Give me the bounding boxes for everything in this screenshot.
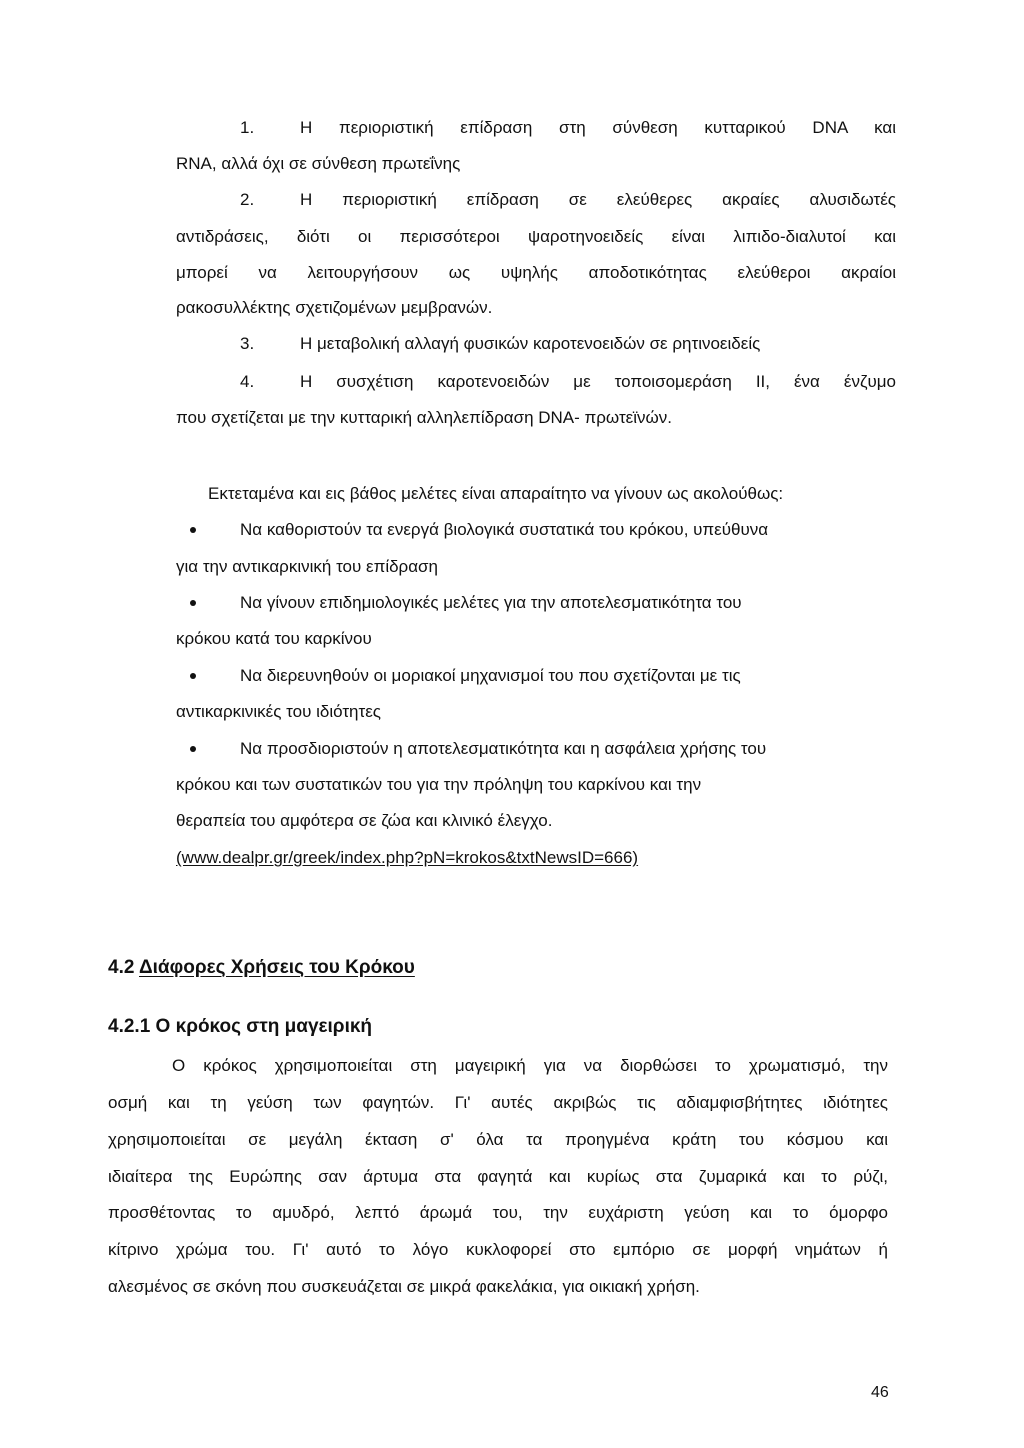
paragraph-line-3: χρησιμοποιείται σε μεγάλη έκταση σ' όλα τα προηγμένα κράτη του κόσμου και: [108, 1130, 888, 1149]
list-item-2-line-1: [240, 190, 896, 210]
bullet-item-2-line-2: κρόκου κατά του καρκίνου: [176, 629, 372, 648]
list-item-text: Η περιοριστική επίδραση στη σύνθεση κυτταρικού DNA και: [300, 118, 896, 137]
list-item-text: Η συσχέτιση καροτενοειδών με τοποισομεράση ΙΙ, ένα ένζυμο: [300, 372, 896, 391]
subsection-heading: 4.2.1 Ο κρόκος στη μαγειρική: [108, 1016, 373, 1037]
section-title: Διάφορες Χρήσεις του Κρόκου: [139, 957, 415, 978]
section-heading: [108, 956, 415, 980]
paragraph-line-6: κίτρινο χρώμα του. Γι' αυτό το λόγο κυκλοφορεί στο εμπόριο σε μορφή νημάτων ή: [108, 1240, 888, 1259]
list-item-4-line-1: [240, 372, 896, 392]
list-item-number: 2.: [240, 190, 255, 209]
paragraph-line-7: αλεσμένος σε σκόνη που συσκευάζεται σε μικρά φακελάκια, για οικιακή χρήση.: [108, 1277, 700, 1296]
bullet-item-4-line-1: Να προσδιοριστούν η αποτελεσματικότητα και η ασφάλεια χρήσης του: [240, 739, 767, 758]
bullet-item-2-line-1: Να γίνουν επιδημιολογικές μελέτες για την αποτελεσματικότητα του: [240, 593, 742, 612]
section-number: 4.2: [108, 957, 135, 978]
list-item-3-line-1: [240, 334, 760, 354]
list-item-4-line-2: που σχετίζεται με την κυτταρική αλληλεπίδραση DNA- πρωτεϊνών.: [176, 408, 673, 427]
list-item-number: 4.: [240, 372, 255, 391]
source-link[interactable]: (www.dealpr.gr/greek/index.php?pN=krokos&txtNewsID=666): [176, 848, 639, 867]
bullet-icon: [190, 746, 196, 752]
bullet-icon: [190, 527, 196, 533]
paragraph-line-2: οσμή και τη γεύση των φαγητών. Γι' αυτές ακριβώς τις αδιαμφισβήτητες ιδιότητες: [108, 1093, 888, 1112]
studies-intro: Εκτεταμένα και εις βάθος μελέτες είναι απαραίτητο να γίνουν ως ακολούθως:: [208, 484, 784, 503]
bullet-item-3-line-1: Να διερευνηθούν οι μοριακοί μηχανισμοί του που σχετίζονται με τις: [240, 666, 741, 685]
list-item-1-line-2: RNA, αλλά όχι σε σύνθεση πρωτεΐνης: [176, 154, 461, 173]
bullet-item-1-line-1: Να καθοριστούν τα ενεργά βιολογικά συστατικά του κρόκου, υπεύθυνα: [240, 520, 769, 539]
bullet-icon: [190, 600, 196, 606]
list-item-2-line-4: ρακοσυλλέκτης σχετιζομένων μεμβρανών.: [176, 298, 493, 317]
bullet-item-4-line-3: θεραπεία του αμφότερα σε ζώα και κλινικό έλεγχο.: [176, 811, 553, 830]
list-item-text: Η περιοριστική επίδραση σε ελεύθερες ακραίες αλυσιδωτές: [300, 190, 896, 209]
list-item-2-line-3: μπορεί να λειτουργήσουν ως υψηλής αποδοτικότητας ελεύθεροι ακραίοι: [176, 263, 896, 282]
paragraph-line-4: ιδιαίτερα της Ευρώπης σαν άρτυμα στα φαγητά και κυρίως στα ζυμαρικά και το ρύζι,: [108, 1167, 888, 1186]
list-item-number: 3.: [240, 334, 255, 353]
bullet-item-1-line-2: για την αντικαρκινική του επίδραση: [176, 557, 439, 576]
bullet-icon: [190, 673, 196, 679]
bullet-item-4-line-2: κρόκου και των συστατικών του για την πρόληψη του καρκίνου και την: [176, 775, 702, 794]
page-number: 46: [871, 1384, 889, 1401]
list-item-text: Η μεταβολική αλλαγή φυσικών καροτενοειδών σε ρητινοειδείς: [300, 334, 761, 353]
list-item-2-line-2: αντιδράσεις, διότι οι περισσότεροι ψαροτηνοειδείς είναι λιπιδο-διαλυτοί και: [176, 227, 896, 246]
list-item-number: 1.: [240, 118, 255, 137]
list-item-1-line-1: [240, 118, 896, 138]
paragraph-line-1: Ο κρόκος χρησιμοποιείται στη μαγειρική για να διορθώσει το χρωματισμό, την: [172, 1056, 888, 1075]
bullet-item-3-line-2: αντικαρκινικές του ιδιότητες: [176, 702, 381, 721]
paragraph-line-5: προσθέτοντας το αμυδρό, λεπτό άρωμά του, την ευχάριστη γεύση και το όμορφο: [108, 1203, 888, 1222]
